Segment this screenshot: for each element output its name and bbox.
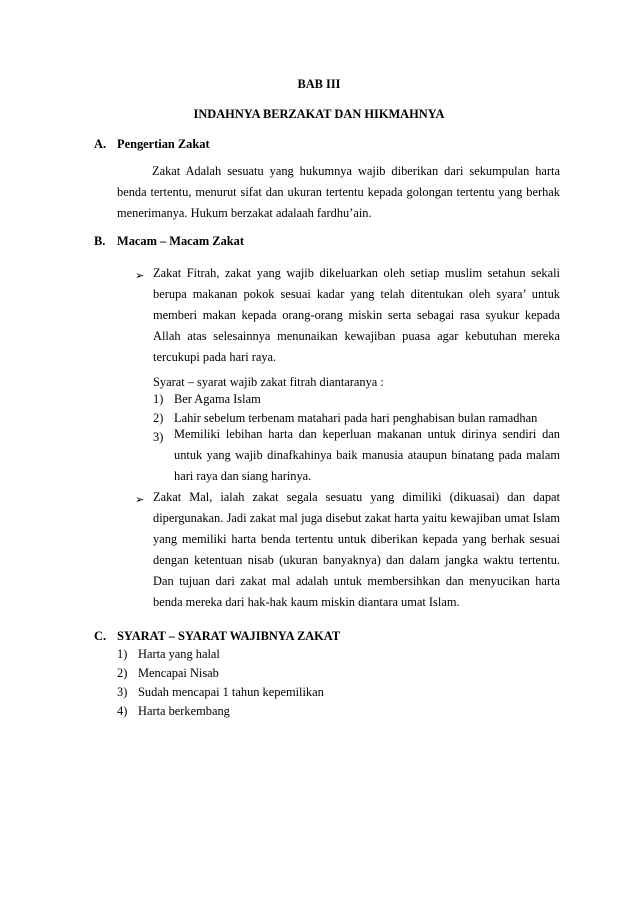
section-b-marker: B. [94,234,106,248]
section-a-marker: A. [94,137,107,151]
syarat-wajib-number: 3) [117,685,128,699]
section-a-heading: Pengertian Zakat [117,137,210,151]
syarat-item: Memiliki lebihan harta dan keperluan makanan untuk dirinya sendiri dan untuk yang wajib dinafkahinya baik manusia ataupun binatang pada malam hari raya dan siang harinya. [174,427,560,483]
document-title: INDAHNYA BERZAKAT DAN HIKMAHNYA [193,107,445,121]
syarat-item: Lahir sebelum terbenam matahari pada hari penghabisan bulan ramadhan [174,411,538,425]
syarat-wajib-item: Mencapai Nisab [138,666,219,680]
syarat-wajib-item: Harta yang halal [138,647,220,661]
arrow-bullet-icon: ➢ [135,494,145,506]
syarat-wajib-item: Harta berkembang [138,704,230,718]
syarat-wajib-number: 2) [117,666,128,680]
section-b-heading: Macam – Macam Zakat [117,234,244,248]
syarat-wajib-item: Sudah mencapai 1 tahun kepemilikan [138,685,324,699]
arrow-bullet-icon: ➢ [135,270,145,282]
bullet-zakat-mal: Zakat Mal, ialah zakat segala sesuatu yang dimiliki (dikuasai) dan dapat dipergunakan. Jadi zakat mal juga disebut zakat harta yaitu kewajiban umat Islam yang memiliki harta benda tertentu untuk diberikan kepada yang berhak sesuai dengan ketentuan nisab (ukuran banyaknya) dan dalam jangka waktu tertentu. Dan tujuan dari zakat mal adalah untuk membersihkan dan menyucikan harta benda mereka dari hak-hak kaum miskin diantara umat Islam. [153,490,560,609]
syarat-number: 1) [153,392,164,406]
syarat-item: Ber Agama Islam [174,392,261,406]
syarat-number: 3) [153,430,164,444]
syarat-wajib-number: 1) [117,647,128,661]
syarat-wajib-number: 4) [117,704,128,718]
section-c-marker: C. [94,629,107,643]
syarat-number: 2) [153,411,164,425]
section-a-paragraph: Zakat Adalah sesuatu yang hukumnya wajib diberikan dari sekumpulan harta benda tertentu, menurut sifat dan ukuran tertentu kepada golongan tertentu yang berhak menerimanya. Hukum berzakat adalaah fardhu’ain. [117,164,560,220]
bullet-zakat-fitrah: Zakat Fitrah, zakat yang wajib dikeluarkan oleh setiap muslim setahun sekali berupa makanan pokok sesuai kadar yang telah ditentukan oleh syara’ untuk memberi makan kepada orang-orang miskin serta sebagai rasa syukur kepada Allah atas selesainnya menunaikan kewajiban puasa agar kebutuhan mereka tercukupi pada hari raya. [153,266,560,364]
syarat-intro: Syarat – syarat wajib zakat fitrah diantaranya : [153,375,384,389]
chapter-title: BAB III [297,77,341,91]
section-c-heading: SYARAT – SYARAT WAJIBNYA ZAKAT [117,629,341,643]
